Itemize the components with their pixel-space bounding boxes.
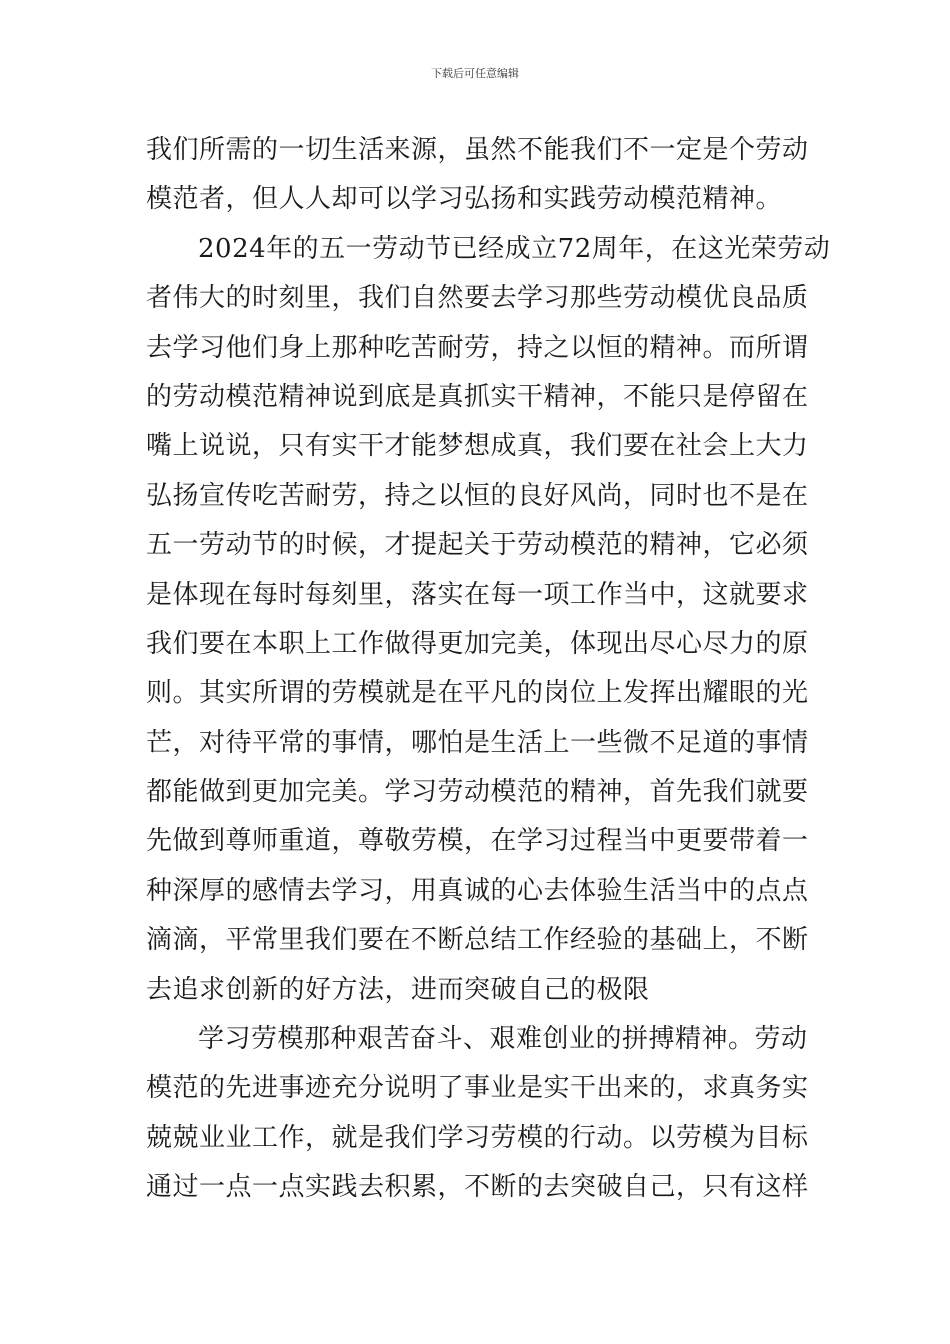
text-line: 的劳动模范精神说到底是真抓实干精神，不能只是停留在 <box>146 381 809 412</box>
text-line: 模范的先进事迹充分说明了事业是实干出来的，求真务实 <box>146 1073 809 1104</box>
text-line: 芒，对待平常的事情，哪怕是生活上一些微不足道的事情 <box>146 727 809 758</box>
text-line: 都能做到更加完美。学习劳动模范的精神，首先我们就要 <box>146 777 809 808</box>
text-line: 者伟大的时刻里，我们自然要去学习那些劳动模优良品质 <box>146 283 809 314</box>
paragraph-2 <box>146 225 831 1015</box>
text-line: 学习劳模那种艰苦奋斗、艰难创业的拼搏精神。劳动 <box>198 1024 808 1055</box>
text-line: 我们所需的一切生活来源，虽然不能我们不一定是个劳动 <box>146 135 809 165</box>
page-header: 下载后可任意编辑 <box>431 67 519 80</box>
text-line: 嘴上说说，只有实干才能梦想成真，我们要在社会上大力 <box>146 431 809 462</box>
paragraph-3 <box>146 1015 809 1213</box>
text-line: 是体现在每时每刻里，落实在每一项工作当中，这就要求 <box>146 579 809 610</box>
text-line: 我们要在本职上工作做得更加完美，体现出尽心尽力的原 <box>146 628 809 659</box>
text-line: 2024年的五一劳动节已经成立72周年，在这光荣劳动 <box>198 233 831 264</box>
text-line: 五一劳动节的时候，才提起关于劳动模范的精神，它必须 <box>146 530 809 561</box>
text-line: 去追求创新的好方法，进而突破自己的极限 <box>146 974 650 1005</box>
paragraph-1 <box>146 126 809 225</box>
text-line: 先做到尊师重道，尊敬劳模，在学习过程当中更要带着一 <box>146 826 809 857</box>
text-line: 兢兢业业工作，就是我们学习劳模的行动。以劳模为目标 <box>146 1122 809 1153</box>
text-line: 弘扬宣传吃苦耐劳，持之以恒的良好风尚，同时也不是在 <box>146 480 809 511</box>
text-line: 通过一点一点实践去积累，不断的去突破自己，只有这样 <box>146 1172 809 1203</box>
body-text <box>146 126 831 1213</box>
text-line: 去学习他们身上那种吃苦耐劳，持之以恒的精神。而所谓 <box>146 332 809 363</box>
text-line: 滴滴，平常里我们要在不断总结工作经验的基础上，不断 <box>146 925 809 956</box>
text-line: 种深厚的感情去学习，用真诚的心去体验生活当中的点点 <box>146 875 809 906</box>
text-line: 则。其实所谓的劳模就是在平凡的岗位上发挥出耀眼的光 <box>146 678 809 709</box>
text-line: 模范者，但人人却可以学习弘扬和实践劳动模范精神。 <box>146 184 783 215</box>
